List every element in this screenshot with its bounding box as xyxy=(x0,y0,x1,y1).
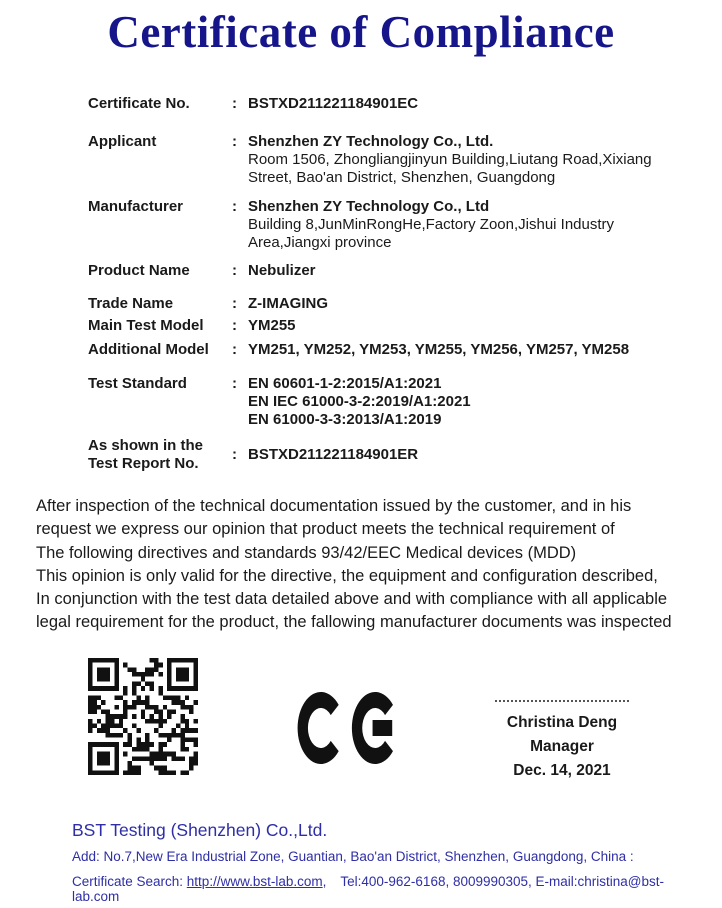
product-name-value: Nebulizer xyxy=(248,262,316,279)
test-standard-line3: EN 61000-3-3:2013/A1:2019 xyxy=(248,411,442,428)
statement-line: request we express our opinion that product meets the technical requirement of xyxy=(36,520,615,539)
field-additional-model xyxy=(88,341,678,359)
signatory-name: Christina Deng xyxy=(506,714,618,731)
colon: : xyxy=(232,375,237,392)
applicant-address-line2: Street, Bao'an District, Shenzhen, Guangdong xyxy=(248,169,556,186)
test-report-label: As shown in the Test Report No. xyxy=(88,437,204,472)
applicant-address-line1: Room 1506, Zhongliangjinyun Building,Liutang Road,Xixiang xyxy=(248,151,652,168)
applicant-value xyxy=(248,133,678,187)
colon: : xyxy=(232,262,237,279)
test-standard-label: Test Standard xyxy=(88,375,187,392)
colon: : xyxy=(232,341,237,358)
colon: : xyxy=(232,133,237,150)
compliance-statement xyxy=(36,495,704,635)
main-test-model-label: Main Test Model xyxy=(88,317,204,334)
test-standard-line1: EN 60601-1-2:2015/A1:2021 xyxy=(248,375,442,392)
certificate-title: Certificate of Compliance xyxy=(107,7,615,57)
field-test-standard xyxy=(88,375,678,429)
statement-line: The following directives and standards 93/42/EEC Medical devices (MDD) xyxy=(36,543,577,562)
manufacturer-value xyxy=(248,198,678,252)
field-product-name xyxy=(88,262,678,280)
field-test-report-no xyxy=(88,437,678,473)
search-comma: , xyxy=(322,874,327,889)
field-main-test-model xyxy=(88,317,678,335)
field-manufacturer xyxy=(88,198,678,252)
product-name-label: Product Name xyxy=(88,262,190,279)
trade-name-label: Trade Name xyxy=(88,295,174,312)
lab-company-name: BST Testing (Shenzhen) Co.,Ltd. xyxy=(72,820,328,840)
statement-line: After inspection of the technical documentation issued by the customer, and in his xyxy=(36,497,632,515)
lab-address: Add: No.7,New Era Industrial Zone, Guantian, Bao'an District, Shenzhen, Guangdong, China : xyxy=(72,849,634,864)
manufacturer-address-line1: Building 8,JunMinRongHe,Factory Zoon,Jishui Industry xyxy=(248,216,615,233)
footer xyxy=(72,820,702,904)
colon: : xyxy=(232,317,237,334)
colon: : xyxy=(232,446,237,463)
footer-contact-line xyxy=(72,874,702,904)
applicant-label: Applicant xyxy=(88,133,157,150)
certificate-search-link[interactable]: http://www.bst-lab.com xyxy=(186,874,323,889)
field-certificate-no xyxy=(88,95,678,113)
manufacturer-name: Shenzhen ZY Technology Co., Ltd xyxy=(248,198,490,215)
certificate-fields xyxy=(88,95,678,473)
certificate-no-value: BSTXD211221184901EC xyxy=(248,95,419,112)
colon: : xyxy=(232,95,237,112)
statement-line: This opinion is only valid for the directive, the equipment and configuration described, xyxy=(36,566,658,585)
main-test-model-value: YM255 xyxy=(248,317,296,334)
signature-date: Dec. 14, 2021 xyxy=(513,762,611,779)
manufacturer-label: Manufacturer xyxy=(88,198,184,215)
field-trade-name xyxy=(88,295,678,313)
applicant-name: Shenzhen ZY Technology Co., Ltd. xyxy=(248,133,494,150)
statement-line: legal requirement for the product, the fallowing manufacturer documents was inspected xyxy=(36,613,672,632)
statement-line: In conjunction with the test data detailed above and with compliance with all applicable xyxy=(36,590,668,609)
ce-mark-icon xyxy=(295,688,401,768)
manufacturer-address-line2: Area,Jiangxi province xyxy=(248,234,392,251)
additional-model-label: Additional Model xyxy=(88,341,209,358)
signature-block xyxy=(478,700,646,780)
certificate-no-label: Certificate No. xyxy=(88,95,190,112)
field-applicant xyxy=(88,133,678,187)
signatory-title: Manager xyxy=(530,738,594,755)
signature-dotted-line xyxy=(495,700,629,702)
colon: : xyxy=(232,295,237,312)
test-standard-value xyxy=(248,375,678,429)
test-report-value: BSTXD211221184901ER xyxy=(248,446,419,463)
trade-name-value: Z-IMAGING xyxy=(248,295,328,312)
qr-code xyxy=(88,658,198,775)
colon: : xyxy=(232,198,237,215)
additional-model-value: YM251, YM252, YM253, YM255, YM256, YM257, YM258 xyxy=(248,341,630,358)
certificate-search-label: Certificate Search: xyxy=(72,874,187,889)
test-standard-line2: EN IEC 61000-3-2:2019/A1:2021 xyxy=(248,393,471,410)
lab-contact-info: Tel:400-962-6168, 8009990305, E-mail:christina@bst-lab.com xyxy=(72,874,665,904)
